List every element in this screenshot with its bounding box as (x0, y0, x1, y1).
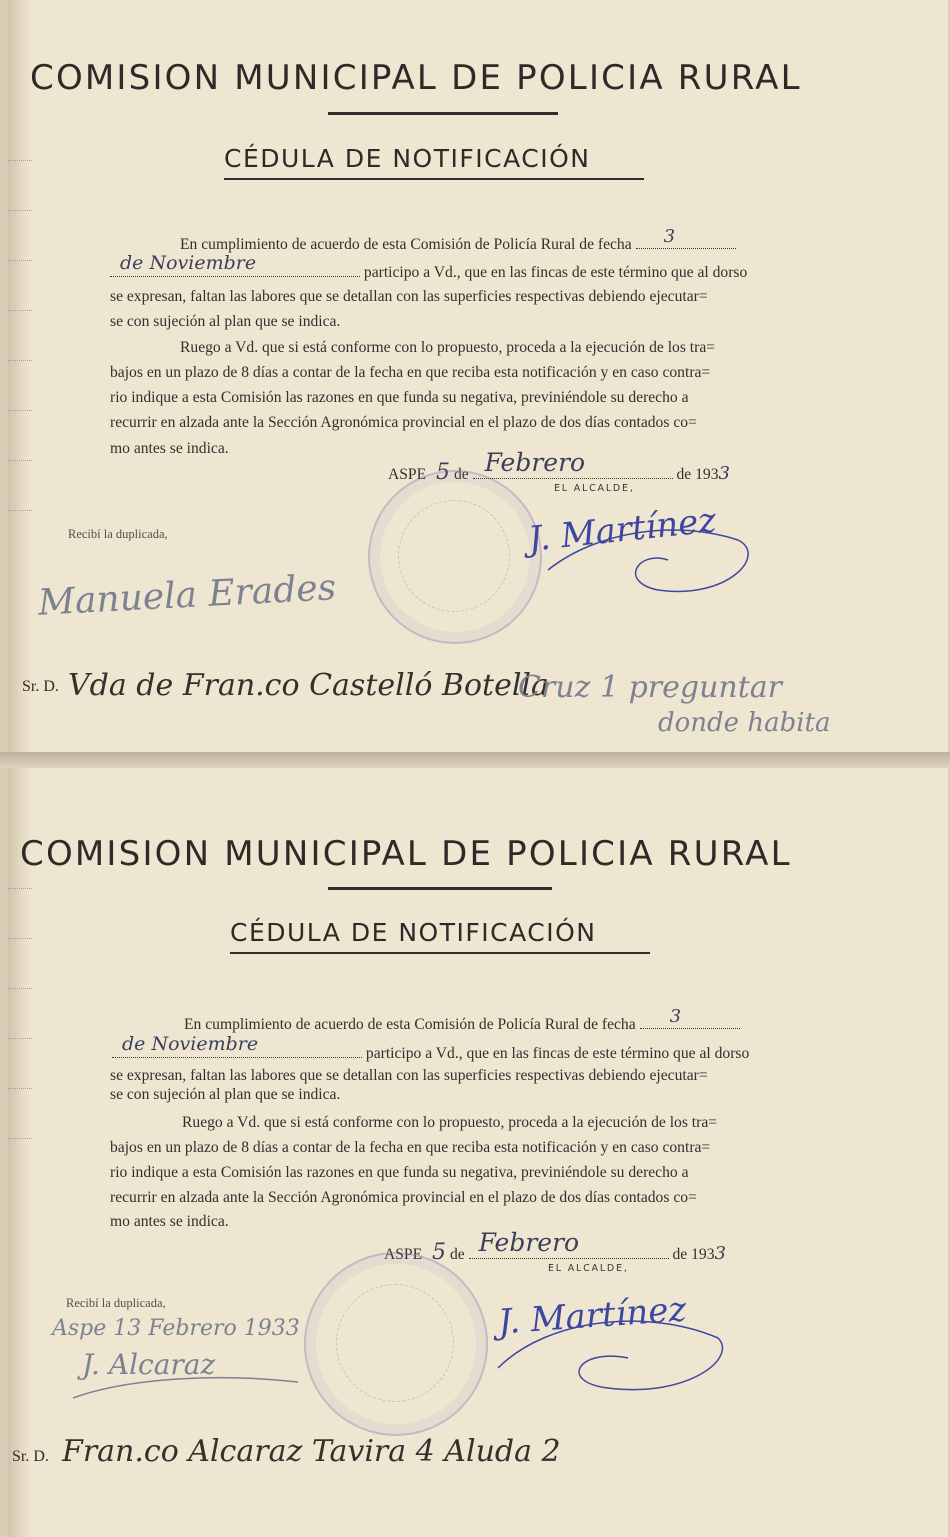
notice-sheet-2 (8, 768, 948, 1537)
body-line-4: se con sujeción al plan que se indica. (110, 313, 341, 330)
body-line-5: Ruego a Vd. que si está conforme con lo propuesto, proceda a la ejecución de los tra= (182, 1114, 718, 1131)
body-line-3: se expresan, faltan las labores que se detallan con las superficies respectivas debiendo ejecutar= (110, 288, 708, 305)
sr-label: Sr. D. (22, 678, 59, 695)
document-subtitle: CÉDULA DE NOTIFICACIÓN (224, 144, 591, 173)
binding-margin (8, 768, 32, 1537)
body-line-8: recurrir en alzada ante la Sección Agronómica provincial en el plazo de dos días contados co= (110, 414, 697, 431)
fecha-month: de Noviembre (122, 1033, 259, 1055)
alcalde-label: EL ALCALDE, (548, 1263, 629, 1274)
annotation-inhabit: donde habita (658, 708, 831, 738)
body-line-3: se expresan, faltan las labores que se detallan con las superficies respectivas debiendo ejecutar= (110, 1067, 708, 1084)
fecha-month: de Noviembre (120, 252, 257, 274)
commission-header: COMISION MUNICIPAL DE POLICIA RURAL (30, 58, 802, 98)
fecha-day: 3 (669, 1006, 682, 1027)
body-line-2: de Noviembre participo a Vd., que en las fincas de este término que al dorso (110, 262, 747, 282)
date-day: 5 (432, 1240, 447, 1265)
header-rule (328, 112, 558, 115)
signature-flourish (538, 510, 758, 610)
receiver-signature: Manuela Erades (37, 567, 338, 624)
received-label: Recibí la duplicada, (66, 1296, 166, 1310)
body-line-8: recurrir en alzada ante la Sección Agronómica provincial en el plazo de dos días contados co= (110, 1189, 697, 1206)
sr-label: Sr. D. (12, 1448, 49, 1465)
commission-header: COMISION MUNICIPAL DE POLICIA RURAL (20, 834, 792, 874)
body-line-1: En cumplimiento de acuerdo de esta Comisión de Policía Rural de fecha 3 (180, 234, 736, 254)
place: ASPE (384, 1246, 423, 1263)
body-line-6: bajos en un plazo de 8 días a contar de la fecha en que reciba esta notificación y en caso contra= (110, 1139, 711, 1156)
body-line-9: mo antes se indica. (110, 1213, 229, 1230)
received-note: Aspe 13 Febrero 1933 (52, 1316, 300, 1341)
notice-sheet-1 (8, 0, 948, 752)
alcalde-label: EL ALCALDE, (554, 483, 635, 494)
body-line-7: rio indique a esta Comisión las razones en que funda su negativa, previniéndole su derecho a (110, 389, 689, 406)
document-subtitle: CÉDULA DE NOTIFICACIÓN (230, 918, 597, 947)
mayor-signature: J. Martínez (496, 1289, 688, 1343)
addressee: Vda de Fran.co Castelló Botella (68, 668, 549, 703)
header-rule (328, 887, 552, 890)
page-gap (0, 752, 950, 768)
date-month: Febrero (478, 1228, 580, 1257)
date-line: ASPE 5 de Febrero de 1933 (388, 448, 730, 485)
body-line-7: rio indique a esta Comisión las razones en que funda su negativa, previniéndole su derecho a (110, 1164, 689, 1181)
body-line-4: se con sujeción al plan que se indica. (110, 1086, 341, 1103)
date-line: ASPE 5 de Febrero de 1933 (384, 1228, 726, 1265)
official-stamp (304, 1252, 488, 1436)
body-line-5: Ruego a Vd. que si está conforme con lo propuesto, proceda a la ejecución de los tra= (180, 339, 716, 356)
body-line-6: bajos en un plazo de 8 días a contar de la fecha en que reciba esta notificación y en caso contra= (110, 364, 711, 381)
mayor-signature: J. Martínez (526, 500, 718, 560)
body-line-1: En cumplimiento de acuerdo de esta Comisión de Policía Rural de fecha 3 (184, 1014, 740, 1034)
body-line-2: de Noviembre participo a Vd., que en las fincas de este término que al dorso (112, 1043, 749, 1063)
date-day: 5 (436, 460, 451, 485)
annotation-address: Cruz 1 preguntar (518, 670, 783, 705)
addressee: Fran.co Alcaraz Tavira 4 Aluda 2 (62, 1434, 561, 1469)
subtitle-rule (224, 178, 644, 180)
receiver-signature: J. Alcaraz (82, 1348, 216, 1381)
binding-margin (8, 0, 32, 752)
receiver-flourish (68, 1368, 308, 1408)
official-stamp (368, 470, 542, 644)
signature-flourish (488, 1298, 738, 1408)
subtitle-rule (230, 952, 650, 954)
received-label: Recibí la duplicada, (68, 527, 168, 541)
place: ASPE (388, 466, 427, 483)
date-month: Febrero (484, 448, 586, 477)
fecha-day: 3 (663, 226, 676, 247)
body-line-9: mo antes se indica. (110, 440, 229, 457)
